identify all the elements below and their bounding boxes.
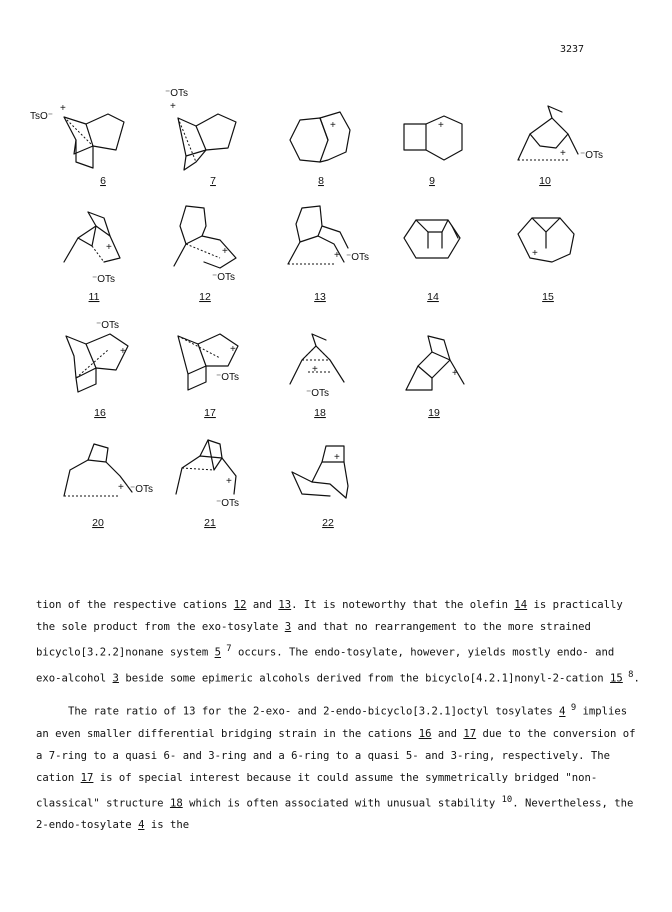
compound-ref: 12 <box>233 599 247 611</box>
text-run: beside some epimeric alcohols derived from the bicyclo[4.2.1]nonyl-2-cation <box>118 672 611 685</box>
structure-16-charge: + <box>120 346 126 357</box>
compound-ref: 14 <box>514 599 528 611</box>
structure-14 <box>404 220 460 303</box>
structure-18-tosylate: ⁻OTs <box>306 388 330 399</box>
body-text <box>36 594 646 836</box>
compound-label-10: 10 <box>539 175 551 187</box>
structure-7-tosylate: ⁻OTs <box>165 88 189 99</box>
text-run: occurs. The endo-tosylate, however, yields mostly endo- and exo-alcohol <box>36 646 621 685</box>
structure-20-charge: + <box>118 482 124 493</box>
compound-label-11: 11 <box>88 291 100 303</box>
compound-ref: 17 <box>463 727 477 740</box>
text-run: . Nevertheless, the 2-endo-tosylate <box>36 797 640 832</box>
structure-8-charge: + <box>330 120 336 131</box>
structure-12-tosylate: ⁻OTs <box>212 272 236 283</box>
structure-16-tosylate: ⁻OTs <box>96 320 120 331</box>
structure-7 <box>165 88 236 187</box>
structure-10-tosylate: ⁻OTs <box>580 150 604 161</box>
compound-label-21: 21 <box>204 517 216 529</box>
text-run: which is often associated with unusual stability <box>182 797 502 810</box>
text-run: is of special interest because it could assume the symmetrically bridged "non-classical" structure <box>36 771 598 810</box>
compound-ref: 4 <box>138 819 145 832</box>
text-run: and <box>431 727 464 740</box>
page-number: 3237 <box>560 44 585 55</box>
compound-label-22: 22 <box>322 517 334 529</box>
structure-11-tosylate: ⁻OTs <box>92 274 116 285</box>
structure-13-tosylate: ⁻OTs <box>346 252 370 263</box>
structure-10-charge: + <box>560 148 566 159</box>
structure-13 <box>288 206 369 303</box>
structure-21 <box>176 440 239 529</box>
compound-ref: 15 <box>610 672 623 685</box>
structure-19 <box>406 336 464 419</box>
reference-superscript: 10 <box>501 794 513 805</box>
compound-label-8: 8 <box>318 175 324 187</box>
structure-9 <box>404 116 462 187</box>
paragraph-1 <box>36 594 646 689</box>
compound-ref: 4 <box>559 705 566 718</box>
compound-label-20: 20 <box>92 517 104 529</box>
structure-12-charge: + <box>222 246 228 257</box>
structure-21-charge: + <box>226 476 232 487</box>
compound-label-13: 13 <box>314 291 326 303</box>
structure-16 <box>66 320 128 419</box>
structure-13-charge: + <box>334 250 340 261</box>
compound-label-6: 6 <box>100 175 106 187</box>
structure-10 <box>518 106 603 187</box>
structure-22 <box>292 446 348 529</box>
structure-7-charge: + <box>170 101 176 112</box>
structure-22-charge: + <box>334 452 340 463</box>
compound-label-9: 9 <box>429 175 435 187</box>
compound-ref: 3 <box>284 621 292 633</box>
structure-8 <box>290 112 350 187</box>
compound-ref: 13 <box>278 599 292 611</box>
structure-6-tosylate: TsO⁻ <box>30 111 54 122</box>
structure-15 <box>518 218 574 303</box>
structure-15-charge: + <box>532 248 538 259</box>
text-run: The rate ratio of 13 for the 2-exo- and 2-endo-bicyclo[3.2.1]octyl tosylates <box>68 705 560 718</box>
compound-label-15: 15 <box>542 291 554 303</box>
compound-ref: 17 <box>80 771 94 784</box>
structure-17-charge: + <box>230 344 236 355</box>
text-run: is practically the sole product from the exo-tosylate <box>36 599 630 633</box>
reference-superscript: 7 <box>220 644 232 654</box>
compound-label-14: 14 <box>427 291 439 303</box>
structure-21-tosylate: ⁻OTs <box>216 498 240 509</box>
text-run: . <box>633 672 640 685</box>
structure-17-tosylate: ⁻OTs <box>216 372 240 383</box>
structure-20-tosylate: ⁻OTs <box>130 484 154 495</box>
structure-20 <box>64 444 153 529</box>
compound-ref: 3 <box>112 672 119 685</box>
reference-superscript: 8 <box>622 669 634 680</box>
structure-18-charge: + <box>312 364 318 375</box>
compound-label-16: 16 <box>94 407 106 419</box>
structure-11 <box>64 212 120 303</box>
structure-6-charge: + <box>60 103 66 114</box>
compound-ref: 18 <box>169 797 183 810</box>
structure-17 <box>178 334 239 419</box>
compound-label-7: 7 <box>210 175 216 187</box>
paragraph-2 <box>36 697 646 836</box>
structure-6 <box>30 103 124 187</box>
text-run: tion of the respective cations <box>36 599 234 611</box>
structure-9-charge: + <box>438 120 444 131</box>
text-run: . It is noteworthy that the olefin <box>291 599 515 611</box>
structure-12 <box>174 206 236 303</box>
structure-19-charge: + <box>452 368 458 379</box>
structure-11-charge: + <box>106 242 112 253</box>
text-run: due to the conversion of a 7-ring to a quasi 6- and 3-ring and a 6-ring to a quasi 5- and 3-ring, respectively. The cation <box>36 727 642 784</box>
compound-label-19: 19 <box>428 407 440 419</box>
text-run: and <box>246 599 279 611</box>
reference-superscript: 9 <box>565 703 577 714</box>
text-run: is the <box>144 819 190 832</box>
structure-18 <box>290 334 344 419</box>
text-run: implies an even smaller differential bridging strain in the cations <box>36 705 634 740</box>
compound-label-17: 17 <box>204 407 216 419</box>
compound-label-12: 12 <box>199 291 211 303</box>
compound-ref: 16 <box>418 727 432 740</box>
text-run: and that no rearrangement to the more strained bicyclo[3.2.2]nonane system <box>36 621 598 659</box>
compound-label-18: 18 <box>314 407 326 419</box>
compound-ref: 5 <box>214 646 221 659</box>
